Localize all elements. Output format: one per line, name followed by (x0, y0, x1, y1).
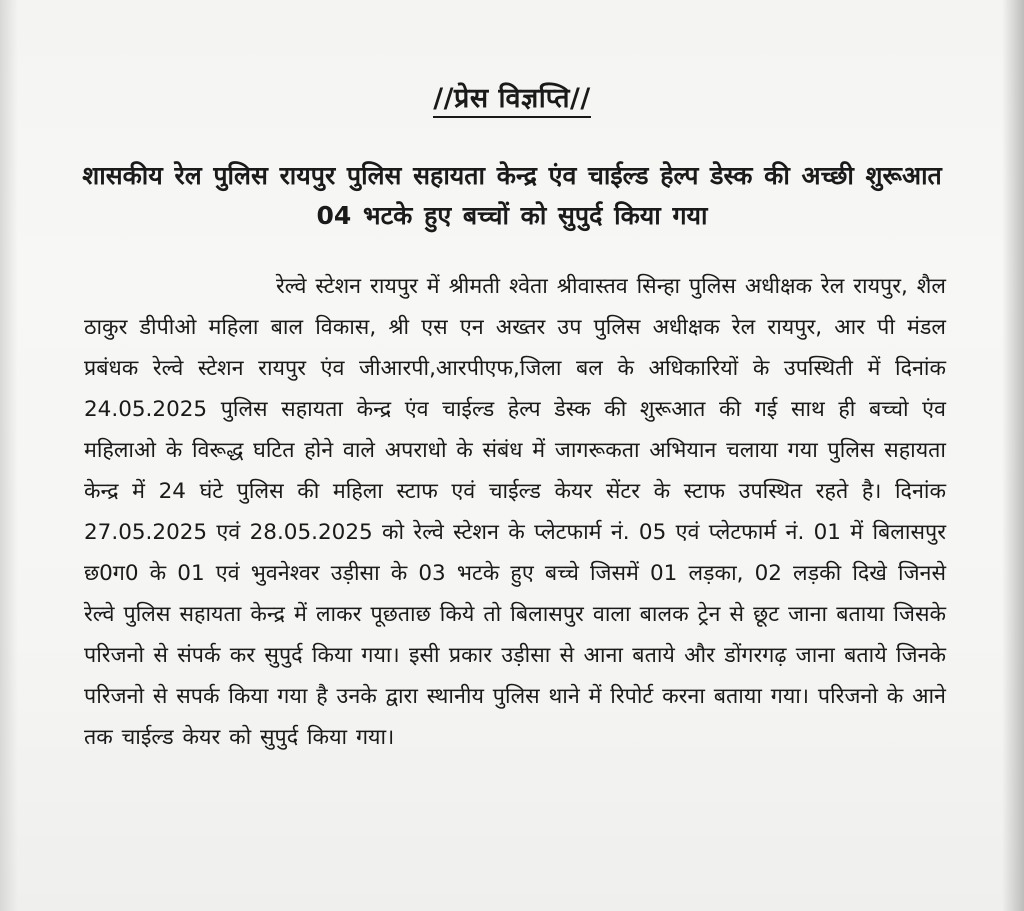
press-release-heading-text: //प्रेस विज्ञप्ति// (433, 83, 590, 118)
press-release-body: रेल्वे स्टेशन रायपुर में श्रीमती श्वेता श्रीवास्तव सिन्हा पुलिस अधीक्षक रेल रायपुर, शैल ठाकुर डीपीओ महिला बाल विकास, श्री एस एन अख्तर उप पुलिस अधीक्षक रेल रायपुर, आर पी मंडल प्रबंधक रेल्वे स्टेशन रायपुर एंव जीआरपी,आरपीएफ,जिला बल के अधिकारियों के उपस्थिती में दिनांक 24.05.2025 पुलिस सहायता केन्द्र एंव चाईल्ड हेल्प डेस्क की शुरूआत की गई साथ ही बच्चो एंव महिलाओ के विरूद्ध घटित होने वाले अपराधो के संबंध में जागरूकता अभियान चलाया गया पुलिस सहायता केन्द्र में 24 घंटे पुलिस की महिला स्टाफ एवं चाईल्ड केयर सेंटर के स्टाफ उपस्थित रहते है। दिनांक 27.05.2025 एवं 28.05.2025 को रेल्वे स्टेशन के प्लेटफार्म नं. 05 एवं प्लेटफार्म नं. 01 में बिलासपुर छ0ग0 के 01 एवं भुवनेश्वर उड़ीसा के 03 भटके हुए बच्चे जिसमें 01 लड़का, 02 लड़की दिखे जिनसे रेल्वे पुलिस सहायता केन्द्र में लाकर पूछताछ किये तो बिलासपुर वाला बालक ट्रेन से छूट जाना बताया जिसके परिजनो से संपर्क कर सुपुर्द किया गया। इसी प्रकार उड़ीसा से आना बताये और डोंगरगढ़ जाना बताये जिनके परिजनो से सपर्क किया गया है उनके द्वारा स्थानीय पुलिस थाने में रिपोर्ट करना बताया गया। परिजनो के आने तक चाईल्ड केयर को सुपुर्द किया गया। (84, 274, 946, 750)
press-release-heading (0, 78, 1024, 115)
press-release-headline: शासकीय रेल पुलिस रायपुर पुलिस सहायता केन्द्र एंव चाईल्ड हेल्प डेस्क की अच्छी शुरूआत 04 भटके हुए बच्चों को सुपुर्द किया गया (82, 161, 942, 230)
